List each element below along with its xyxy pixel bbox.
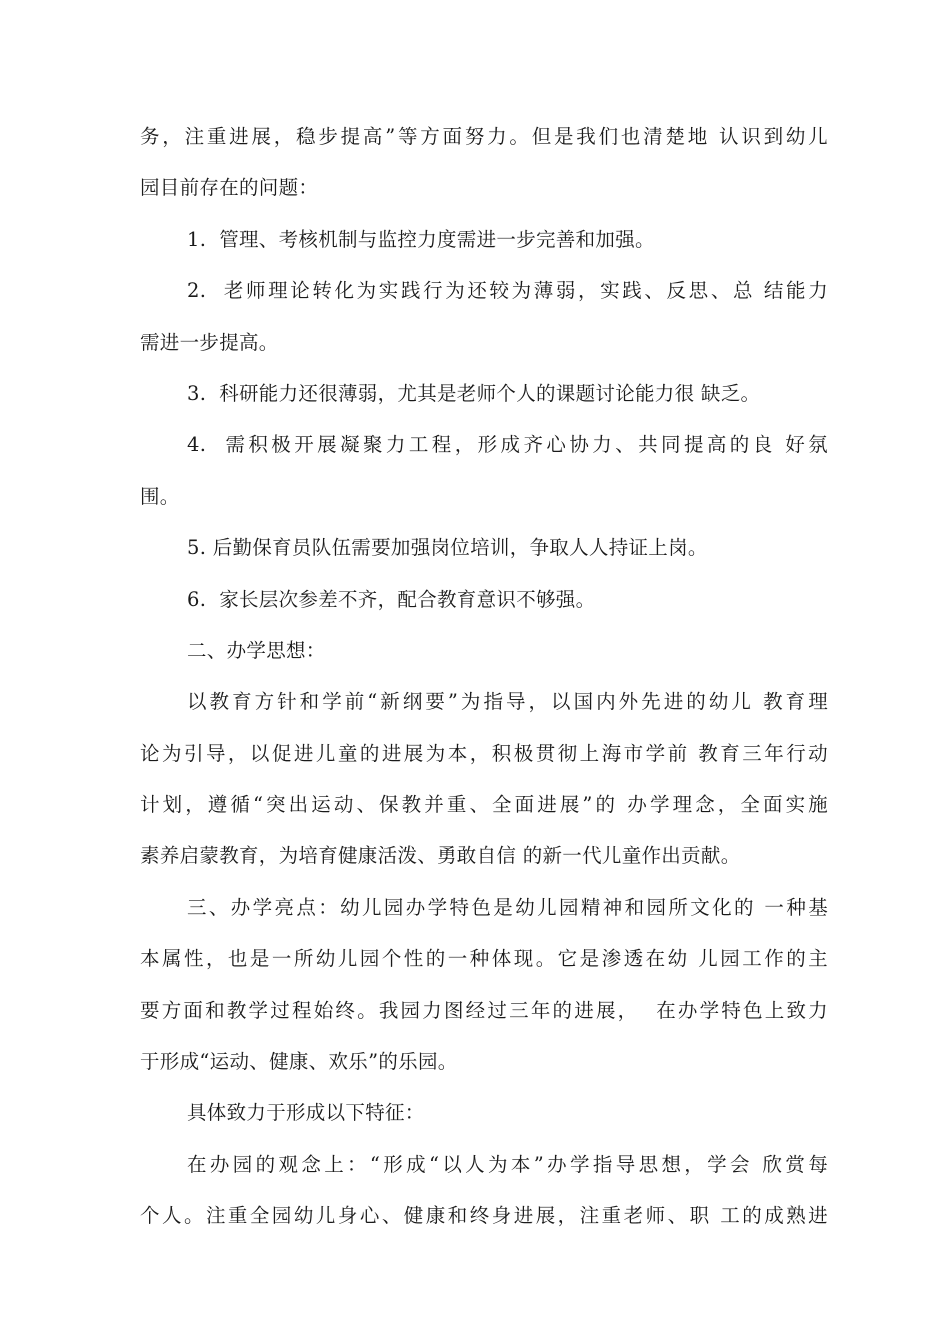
paragraph-line: 论为引导，以促进儿童的进展为本，积极贯彻上海市学前 教育三年行动	[140, 741, 828, 765]
paragraph-line: 以教育方针和学前“新纲要”为指导，以国内外先进的幼儿 教育理	[187, 690, 828, 714]
paragraph-line: 于形成“运动、健康、欢乐”的乐园。	[140, 1050, 458, 1074]
list-item-3: 3. 科研能力还很薄弱，尤其是老师个人的课题讨论能力很 缺乏。	[187, 381, 761, 405]
paragraph-line: 在办园的观念上：“形成“以人为本”办学指导思想，学会 欣赏每	[187, 1152, 828, 1176]
paragraph-line: 计划，遵循“突出运动、保教并重、全面进展”的 办学理念，全面实施	[140, 793, 828, 817]
document-page	[140, 117, 828, 1248]
paragraph-line: 具体致力于形成以下特征：	[187, 1101, 425, 1125]
list-item-1: 1. 管理、考核机制与监控力度需进一步完善和加强。	[187, 227, 655, 251]
list-item-6: 6. 家长层次参差不齐，配合教育意识不够强。	[187, 587, 596, 611]
text-line: 园目前存在的问题：	[140, 176, 319, 200]
paragraph-line: 个人。注重全园幼儿身心、健康和终身进展，注重老师、职 工的成熟进	[140, 1204, 828, 1228]
text-line: 围。	[140, 484, 180, 508]
paragraph-line: 本属性，也是一所幼儿园个性的一种体现。它是渗透在幼 儿园工作的主	[140, 947, 828, 971]
paragraph-line: 素养启蒙教育，为培育健康活泼、勇敢自信 的新一代儿童作出贡献。	[140, 844, 741, 868]
text-line: 务，注重进展，稳步提高”等方面努力。但是我们也清楚地 认识到幼儿	[140, 125, 828, 148]
paragraph-line: 要方面和教学过程始终。我园力图经过三年的进展， 在办学特色上致力	[140, 998, 828, 1022]
section-heading-paragraph: 三、办学亮点：幼儿园办学特色是幼儿园精神和园所文化的 一种基	[187, 895, 828, 919]
list-item-2: 2. 老师理论转化为实践行为还较为薄弱，实践、反思、总 结能力	[187, 279, 828, 303]
section-heading: 二、办学思想：	[187, 638, 326, 662]
list-item-5: 5. 后勤保育员队伍需要加强岗位培训，争取人人持证上岗。	[187, 536, 708, 560]
list-item-4: 4. 需积极开展凝聚力工程，形成齐心协力、共同提高的良 好氛	[187, 433, 828, 457]
text-line: 需进一步提高。	[140, 330, 279, 354]
